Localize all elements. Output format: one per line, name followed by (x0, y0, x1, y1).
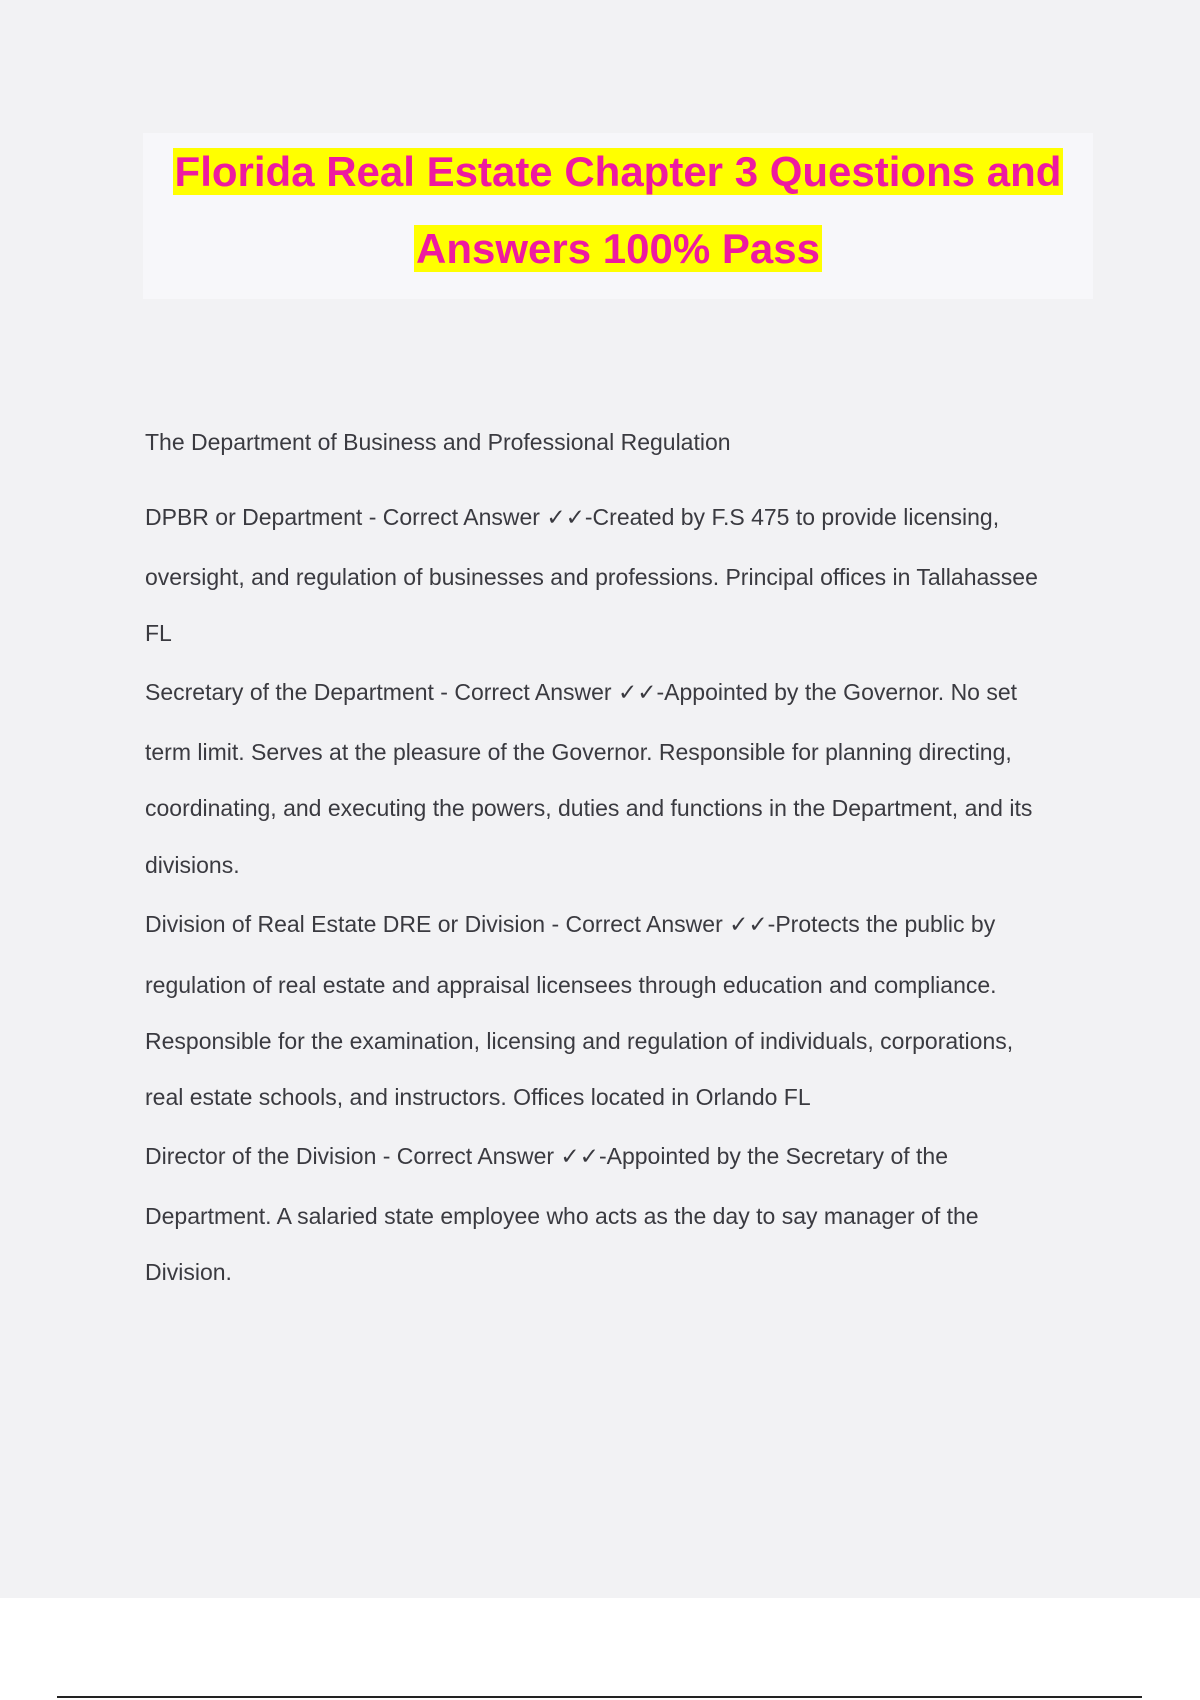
entry-line: regulation of real estate and appraisal licensees through education and compliance. (145, 972, 997, 998)
title-highlight-2: Answers 100% Pass (416, 225, 820, 272)
entry-line: term limit. Serves at the pleasure of the Governor. Responsible for planning directing, (145, 739, 1012, 765)
entry-line: DPBR or Department - Correct Answer ✓✓-Created by F.S 475 to provide licensing, (145, 504, 1000, 530)
entry-line: oversight, and regulation of businesses and professions. Principal offices in Tallahassee (145, 564, 1038, 590)
document-title-line-1 (143, 147, 1093, 197)
document-title-line-2 (143, 224, 1093, 274)
entry-line: Responsible for the examination, licensing and regulation of individuals, corporations, (145, 1028, 1014, 1054)
entry-line: FL (145, 620, 172, 646)
entry-line: Department. A salaried state employee who acts as the day to say manager of the (145, 1203, 979, 1229)
section-heading: The Department of Business and Professional Regulation (145, 429, 731, 455)
entry-line: Director of the Division - Correct Answer ✓✓-Appointed by the Secretary of the (145, 1143, 948, 1169)
entry-line: Secretary of the Department - Correct Answer ✓✓-Appointed by the Governor. No set (145, 679, 1018, 705)
title-highlight-1: Florida Real Estate Chapter 3 Questions and (174, 148, 1062, 195)
entry-line: Division. (145, 1259, 232, 1285)
entry-line: real estate schools, and instructors. Offices located in Orlando FL (145, 1084, 811, 1110)
entry-line: divisions. (145, 852, 240, 878)
entry-line: coordinating, and executing the powers, duties and functions in the Department, and its (145, 795, 1033, 821)
entry-line: Division of Real Estate DRE or Division - Correct Answer ✓✓-Protects the public by (145, 911, 996, 937)
title-block (143, 133, 1093, 299)
footer-divider (57, 1696, 1142, 1698)
